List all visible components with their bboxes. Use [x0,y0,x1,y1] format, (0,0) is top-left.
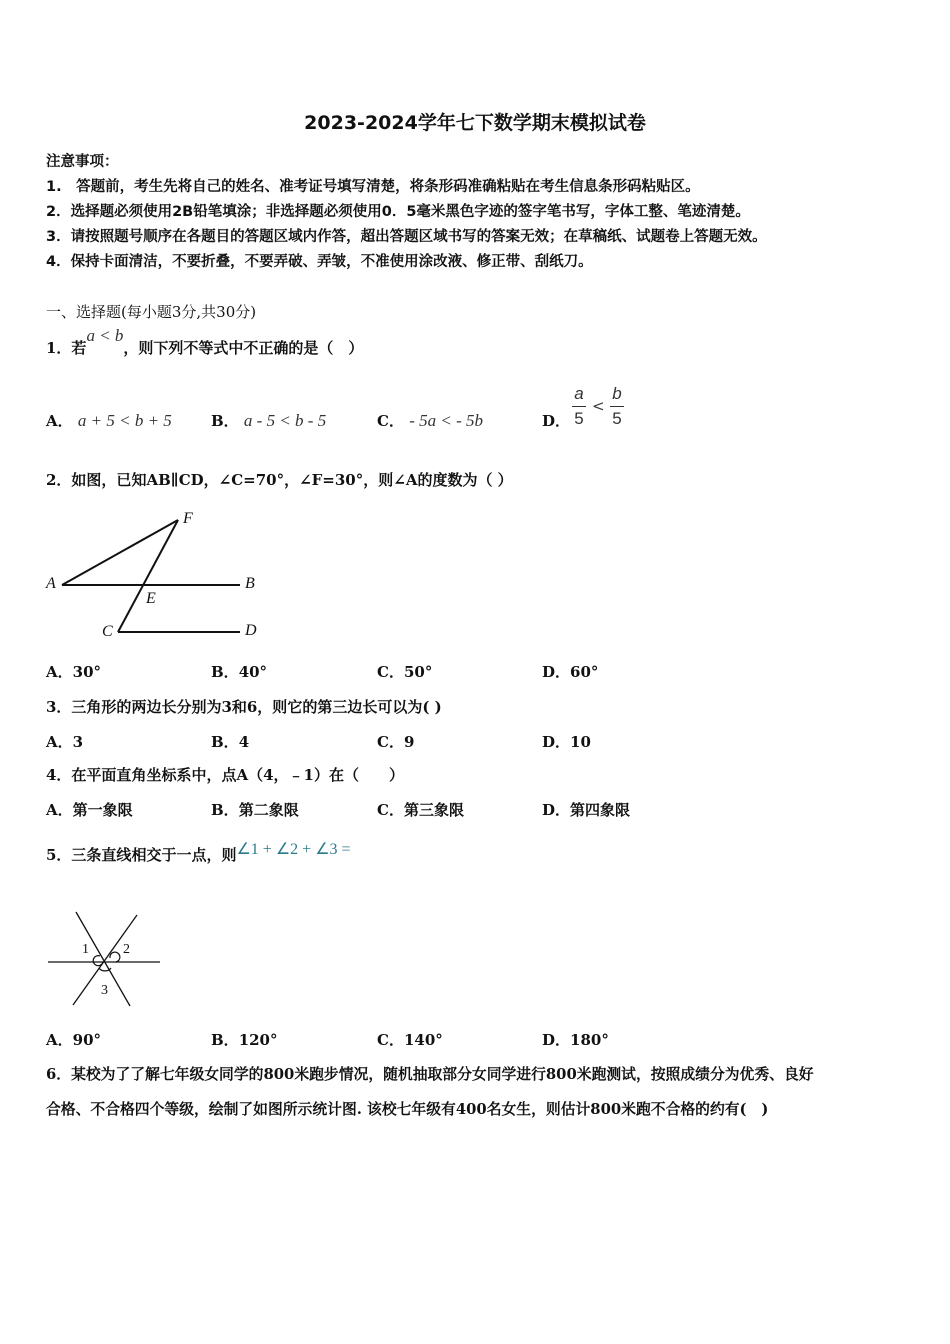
option-b[interactable]: B．40° [211,663,268,681]
angle-1-label: 1 [82,942,89,957]
page-title: 2023-2024学年七下数学期末模拟试卷 [304,112,646,134]
label-a: A [46,575,56,592]
fraction-a-over-5: a 5 [572,384,586,429]
option-a[interactable]: A．30° [46,663,102,681]
option-c[interactable]: C．9 [377,733,415,751]
note-item: 1. 答题前，考生先将自己的姓名、准考证号填写清楚，将条形码准确粘贴在考生信息条形码粘贴区。 [46,179,700,195]
note-item: 2．选择题必须使用2B铅笔填涂；非选择题必须使用0．5毫米黑色字迹的签字笔书写，字体工整、笔迹清楚。 [46,204,750,220]
option-letter: A． [46,412,73,430]
label-e: E [146,590,156,607]
option-a[interactable]: A．3 [46,733,84,751]
option-text: a + 5 < b + 5 [77,411,172,430]
option-a[interactable]: A．第一象限 [46,801,133,819]
note-item: 3．请按照题号顺序在各题目的答题区域内作答，超出答题区域书写的答案无效；在草稿纸、试题卷上答题无效。 [46,229,767,245]
option-text: - 5a < - 5b [409,411,483,430]
question-6-line-1: 6．某校为了了解七年级女同学的800米跑步情况，随机抽取部分女同学进行800米跑测试，按照成绩分为优秀、良好 [46,1066,814,1083]
option-letter: D． [542,412,571,430]
option-d[interactable]: D．180° [542,1031,609,1049]
math-expression: a < b [86,326,124,345]
angle-2-label: 2 [123,942,130,957]
question-6-line-2: 合格、不合格四个等级，绘制了如图所示统计图. 该校七年级有400名女生，则估计800米跑不合格的约有( ) [46,1101,769,1118]
option-c[interactable]: C．50° [377,663,433,681]
option-b[interactable]: B．4 [211,733,250,751]
option-text: a - 5 < b - 5 [243,411,327,430]
math-expression: ∠1 + ∠2 + ∠3 = [236,841,351,858]
option-d[interactable]: D．第四象限 [542,801,631,819]
section-heading: 一、选择题(每小题3分,共30分) [46,303,257,321]
label-d: D [245,622,257,639]
notes-heading: 注意事项： [46,154,119,170]
label-c: C [102,623,113,640]
option-a[interactable]: A．90° [46,1031,102,1049]
question-4: 4．在平面直角坐标系中，点A（4，﹣1）在（ ） [46,766,404,784]
option-d[interactable]: D．10 [542,733,591,751]
option-d[interactable]: D．60° [542,663,599,681]
option-b[interactable]: B．120° [211,1031,278,1049]
question-5 [46,841,351,866]
option-letter: C． [377,412,404,430]
angle-3-label: 3 [101,983,108,998]
note-item: 4．保持卡面清洁，不要折叠，不要弄破、弄皱，不准使用涂改液、修正带、刮纸刀。 [46,254,593,270]
question-text: 1．若 [46,339,87,357]
question-text: ，则下列不等式中不正确的是（ ） [123,339,364,357]
option-c[interactable]: C．140° [377,1031,443,1049]
label-b: B [245,575,255,592]
question-text: 5．三条直线相交于一点，则 [46,846,237,864]
question-3: 3．三角形的两边长分别为3和6，则它的第三边长可以为( ) [46,698,442,716]
option-letter: B． [211,412,239,430]
option-b[interactable]: B．第二象限 [211,801,299,819]
question-2: 2．如图，已知AB∥CD，∠C=70°，∠F=30°，则∠A的度数为（ ） [46,471,513,489]
fraction-b-over-5: b 5 [610,384,624,429]
label-f: F [183,510,193,527]
option-c[interactable]: C．第三象限 [377,801,464,819]
less-than: < [592,397,605,415]
